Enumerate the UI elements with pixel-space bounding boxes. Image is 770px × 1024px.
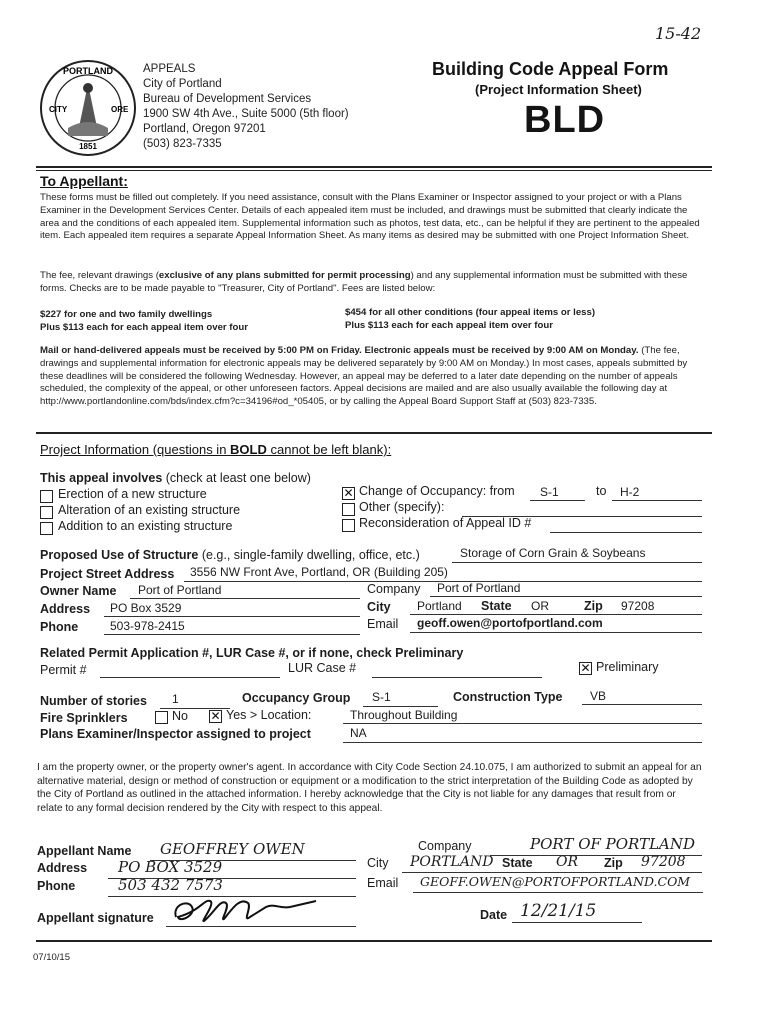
appellant-city-label: City: [367, 856, 389, 870]
street-value[interactable]: 3556 NW Front Ave, Portland, OR (Building 205): [190, 565, 448, 579]
heading-part: cannot be left blank):: [266, 442, 392, 457]
fee-text-bold: exclusive of any plans submitted for permit processing: [158, 270, 411, 281]
appellant-signature-icon[interactable]: [170, 893, 320, 929]
erection-label: Erection of a new structure: [58, 487, 207, 501]
email-label: Email: [367, 617, 399, 631]
appellant-phone-label: Phone: [37, 879, 76, 893]
appellant-state-label: State: [502, 856, 533, 870]
appellant-phone-value[interactable]: 503 432 7573: [118, 876, 223, 894]
erection-checkbox[interactable]: [40, 490, 53, 503]
occupancy-value[interactable]: S-1: [372, 690, 391, 704]
svg-text:ORE: ORE: [111, 105, 129, 114]
company-label: Company: [367, 582, 421, 596]
zip-label: Zip: [584, 599, 603, 613]
lur-line[interactable]: [372, 677, 542, 678]
footer-date: 07/10/15: [33, 952, 70, 963]
preliminary-checkbox[interactable]: ✕: [580, 661, 591, 675]
appellant-date-value[interactable]: 12/21/15: [520, 901, 597, 921]
to-appellant-heading: To Appellant:: [40, 173, 128, 189]
proposed-use-line: [452, 562, 702, 563]
appellant-email-line: [413, 892, 703, 893]
deadline-text: (The fee, drawings and supplemental information for electronic appeals may be delivered separately by 9:00 AM on Monday.) In most cases, appeals submitted by these deadlines will be considered the following Wednesday. However, an appeal may be deferred to a later date depending on the number of appeals scheduled, the complexity of the appeal, or other unforeseen factors. Appeal decisions are mailed and are also usually available the following day at http://www.portlandonline.com/bds/index.cfm?c=34196#od_*05405, or by calling the Appeal Board Support Staff at (503) 823-7335.: [40, 345, 688, 408]
svg-text:CITY: CITY: [49, 105, 68, 114]
occupancy-line: [363, 706, 438, 707]
owner-value[interactable]: Port of Portland: [138, 583, 222, 597]
phone-line: [104, 634, 360, 635]
fee-right: [345, 307, 705, 333]
to-line: [612, 500, 702, 501]
alteration-label: Alteration of an existing structure: [58, 503, 241, 517]
other-checkbox[interactable]: [342, 503, 355, 516]
reconsideration-label: Reconsideration of Appeal ID #: [359, 516, 532, 530]
proposed-use-hint: (e.g., single-family dwelling, office, etc.): [198, 548, 420, 562]
proposed-use-label: [40, 548, 420, 562]
alteration-checkbox[interactable]: [40, 506, 53, 519]
agency-line: APPEALS: [143, 63, 196, 75]
heading-bold: BOLD: [230, 442, 267, 457]
appellant-address-value[interactable]: PO BOX 3529: [118, 858, 223, 876]
deadline-paragraph: [40, 345, 702, 409]
owner-label: Owner Name: [40, 584, 117, 598]
address-value[interactable]: PO Box 3529: [110, 601, 182, 615]
sprinklers-yes-checkbox[interactable]: ✕: [210, 709, 221, 723]
to-label: to: [596, 484, 607, 498]
stories-value[interactable]: 1: [172, 692, 179, 706]
address-line: [104, 616, 360, 617]
involves-hint: (check at least one below): [162, 471, 311, 485]
appellant-name-value[interactable]: GEOFFREY OWEN: [160, 840, 305, 858]
fee-paragraph: [40, 270, 700, 296]
appellant-company-label: Company: [418, 839, 472, 853]
project-info-heading: [40, 442, 391, 457]
appellant-city-value[interactable]: PORTLAND: [410, 854, 494, 870]
addition-checkbox[interactable]: [40, 522, 53, 535]
sprinkler-location-line: [343, 723, 702, 724]
appellant-zip-label: Zip: [604, 856, 623, 870]
company-line: [430, 596, 702, 597]
heading-part: Project Information (questions in: [40, 442, 231, 457]
zip-value[interactable]: 97208: [621, 599, 655, 613]
other-label: Other (specify):: [359, 500, 445, 514]
examiner-label: Plans Examiner/Inspector assigned to project: [40, 727, 311, 741]
email-line: [410, 632, 702, 633]
sprinklers-no-checkbox[interactable]: [155, 711, 168, 724]
state-label: State: [481, 599, 512, 613]
city-value[interactable]: Portland: [417, 599, 462, 613]
state-value[interactable]: OR: [531, 599, 549, 613]
form-subtitle: (Project Information Sheet): [475, 82, 642, 97]
proposed-use-value[interactable]: Storage of Corn Grain & Soybeans: [460, 546, 646, 560]
svg-text:1851: 1851: [79, 142, 97, 151]
appellant-company-value[interactable]: PORT OF PORTLAND: [530, 835, 696, 853]
change-occupancy-label: Change of Occupancy: from: [359, 484, 515, 498]
fee-line: Plus $113 each for each appeal item over four: [40, 321, 248, 333]
appellant-email-value[interactable]: GEOFF.OWEN@PORTOFPORTLAND.COM: [420, 874, 691, 889]
appellant-date-line: [512, 922, 642, 923]
appellant-state-value[interactable]: OR: [556, 854, 579, 870]
appellant-signature-label: Appellant signature: [37, 911, 154, 925]
city-label: City: [367, 600, 391, 614]
form-title: Building Code Appeal Form: [432, 59, 669, 79]
company-value[interactable]: Port of Portland: [437, 581, 521, 595]
fee-left: [40, 309, 340, 335]
phone-label: Phone: [40, 620, 79, 634]
fee-line: Plus $113 each for each appeal item over four: [345, 319, 553, 331]
proposed-use-bold: Proposed Use of Structure: [40, 548, 199, 562]
involves-label: [40, 471, 311, 485]
instructions-paragraph: These forms must be filled out completely. If you need assistance, consult with the Plans Examiner or Inspector assigned to your project or with a Plans Examiner in the Development Services Center. Details of each appealed item must be included, and drawings must be submitted that clearly indicate the area and the conditions of each appealed item. Supplemental information such as photos, test data, etc., can be helpful if they are pertinent to the appealed item. Each appealed item requires a separate Appeal Information Sheet. As many items as desired may be submitted with one Project Information Sheet.: [40, 192, 700, 242]
addition-label: Addition to an existing structure: [58, 519, 233, 533]
form-code: BLD: [524, 99, 606, 141]
change-occupancy-checkbox[interactable]: ✕: [343, 486, 354, 500]
appellant-zip-value[interactable]: 97208: [641, 854, 686, 870]
reconsideration-checkbox[interactable]: [342, 519, 355, 532]
agency-block: [143, 62, 349, 152]
reconsideration-line[interactable]: [550, 532, 702, 533]
fee-text: ) and any supplemental information must be submitted with these forms. Checks are to be made payable to "Treasurer, City of Portland". Fees are listed below:: [40, 270, 688, 294]
from-line: [530, 500, 585, 501]
agency-line: (503) 823-7335: [143, 138, 222, 150]
sprinkler-location-value[interactable]: Throughout Building: [350, 708, 458, 722]
appellant-city-line: [402, 872, 702, 873]
agency-line: City of Portland: [143, 78, 222, 90]
address-label: Address: [40, 602, 91, 616]
appellant-email-label: Email: [367, 876, 399, 890]
header-divider-thin: [36, 170, 712, 171]
phone-value[interactable]: 503-978-2415: [110, 619, 185, 633]
sprinklers-no-label: No: [172, 709, 188, 723]
section-divider: [36, 432, 712, 434]
sprinklers-yes-label: Yes > Location:: [226, 708, 312, 722]
examiner-line: [343, 742, 702, 743]
sprinklers-label: Fire Sprinklers: [40, 711, 128, 725]
agency-line: 1900 SW 4th Ave., Suite 5000 (5th floor): [143, 108, 349, 120]
lur-label: LUR Case #: [288, 661, 357, 675]
construction-value[interactable]: VB: [590, 689, 607, 703]
owner-line: [130, 598, 360, 599]
document-number: 15-42: [655, 24, 702, 43]
city-seal-icon: [38, 58, 138, 158]
permit-line[interactable]: [100, 677, 280, 678]
appellant-name-label: Appellant Name: [37, 844, 132, 858]
appellant-signature-line: [166, 926, 356, 927]
from-occupancy-value[interactable]: S-1: [540, 485, 559, 499]
street-label: Project Street Address: [40, 567, 175, 581]
city-state-zip-line: [410, 614, 702, 615]
appellant-date-label: Date: [480, 908, 508, 922]
construction-line: [582, 704, 702, 705]
examiner-value[interactable]: NA: [350, 726, 367, 740]
svg-text:PORTLAND: PORTLAND: [63, 66, 113, 76]
stories-label: Number of stories: [40, 694, 147, 708]
agency-line: Bureau of Development Services: [143, 93, 312, 105]
fee-line: $227 for one and two family dwellings: [40, 309, 213, 320]
certification-paragraph: I am the property owner, or the property owner's agent. In accordance with City Code Section 24.10.075, I am authorized to submit an appeal for an alternative material, design or method of construction or equipment or a modification to the strict interpretation of the Building Code as adopted by the City of Portland as outlined in the attached information. I hereby acknowledge that the City is not liable for any damages that result from or relate to any formal decision rendered by the City with respect to this appeal.: [37, 762, 702, 814]
preliminary-label: Preliminary: [596, 660, 659, 674]
to-occupancy-value[interactable]: H-2: [620, 485, 640, 499]
email-value[interactable]: geoff.owen@portofportland.com: [417, 616, 603, 630]
involves-bold: This appeal involves: [40, 471, 163, 485]
permit-label: Permit #: [40, 663, 87, 677]
footer-divider: [36, 940, 712, 942]
fee-line: $454 for all other conditions (four appeal items or less): [345, 307, 596, 318]
agency-line: Portland, Oregon 97201: [143, 123, 266, 135]
construction-label: Construction Type: [453, 690, 563, 704]
fee-text: The fee, relevant drawings (: [40, 270, 159, 281]
appellant-address-label: Address: [37, 861, 88, 875]
related-permit-label: Related Permit Application #, LUR Case #, or if none, check Preliminary: [40, 646, 464, 660]
occupancy-label: Occupancy Group: [242, 691, 351, 705]
deadline-bold: Mail or hand-delivered appeals must be received by 5:00 PM on Friday. Electronic appeals must be received by 9:00 AM on Monday.: [40, 345, 639, 356]
header-divider: [36, 166, 712, 168]
